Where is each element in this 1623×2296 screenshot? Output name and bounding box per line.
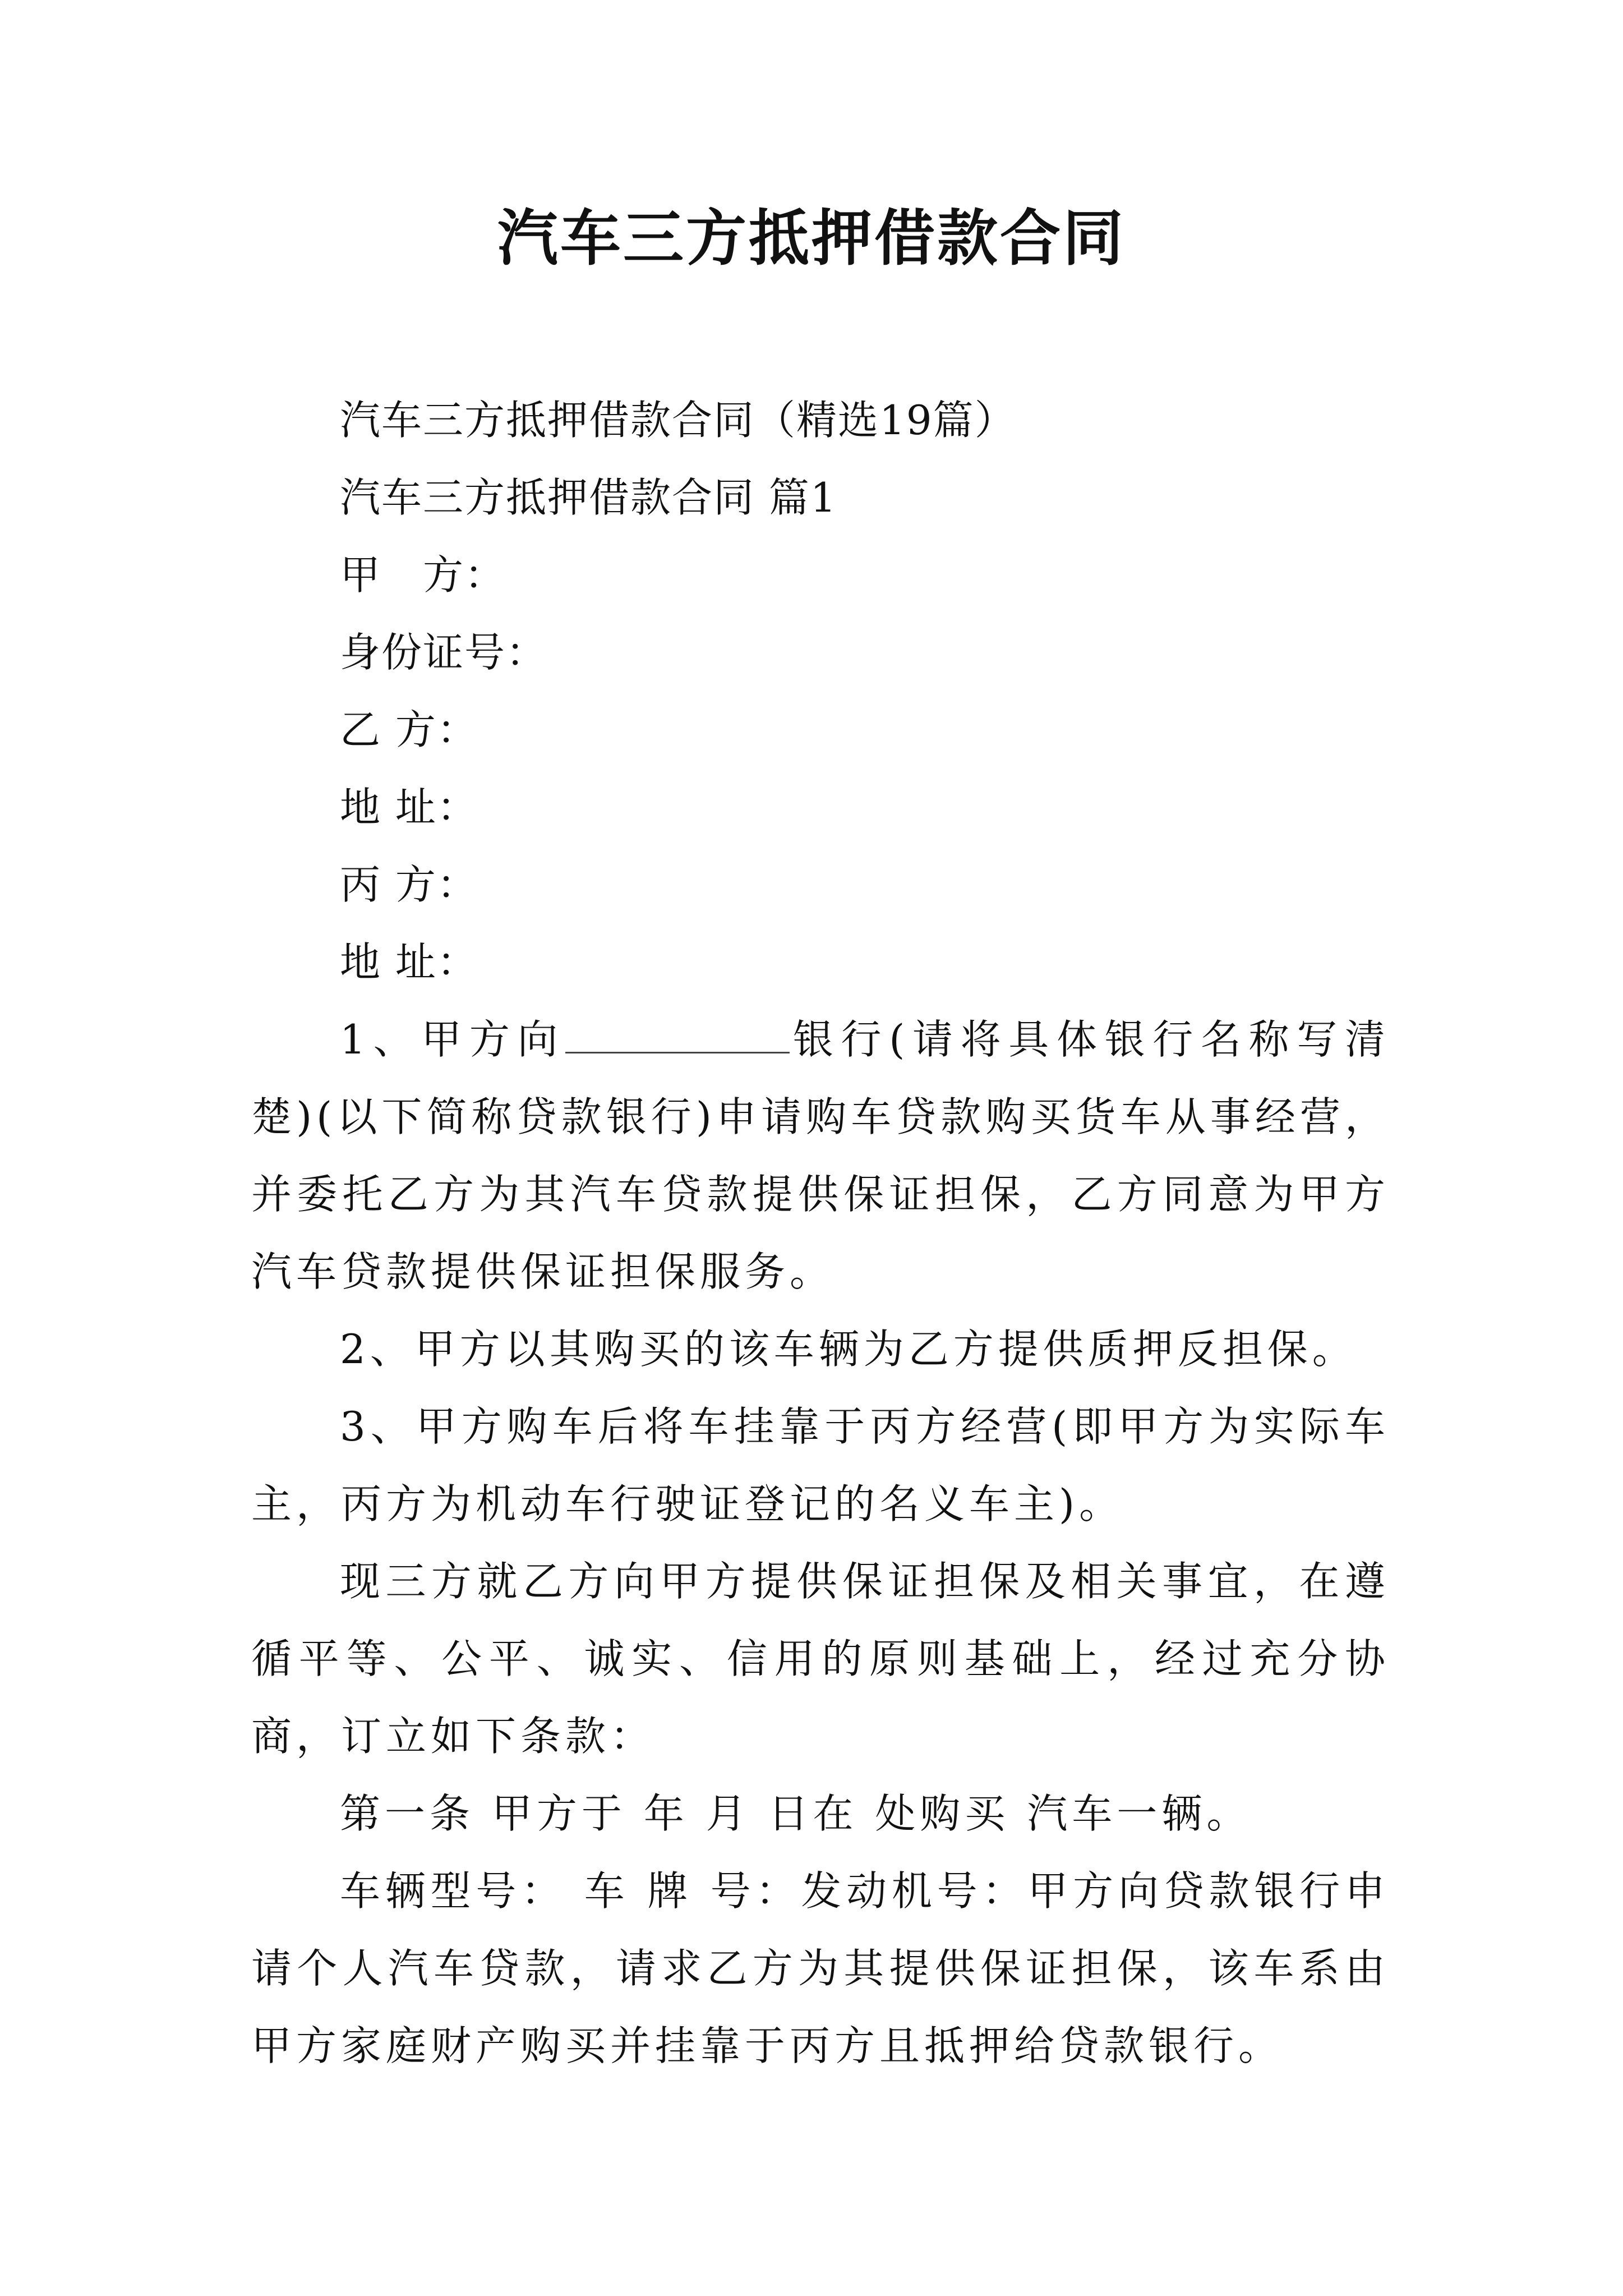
clause-1-prefix: 1、甲方向	[340, 1016, 566, 1063]
clause-1	[251, 1001, 1390, 1310]
article-1: 第一条 甲方于 年 月 日在 处购买 汽车一辆。	[340, 1790, 1252, 1837]
field-party-a: 甲 方：	[340, 551, 506, 599]
clause-3: 3、甲方购车后将车挂靠于丙方经营(即甲方为实际车主，丙方为机动车行驶证登记的名义车主)。	[251, 1403, 1390, 1527]
document-subtitle: 汽车三方抵押借款合同（精选19篇）	[340, 397, 1016, 444]
field-address-b: 地 址：	[340, 784, 478, 831]
field-address-c: 地 址：	[340, 938, 478, 986]
field-id-number: 身份证号：	[340, 629, 548, 676]
section-heading: 汽车三方抵押借款合同 篇1	[340, 474, 837, 521]
bank-name-blank	[565, 1018, 790, 1053]
clause-2: 2、甲方以其购买的该车辆为乙方提供质押反担保。	[340, 1326, 1357, 1373]
document-title: 汽车三方抵押借款合同	[497, 203, 1126, 274]
field-party-c: 丙 方：	[340, 861, 478, 908]
preamble: 现三方就乙方向甲方提供保证担保及相关事宜，在遵循平等、公平、诚实、信用的原则基础上，经过充分协商，订立如下条款：	[251, 1558, 1390, 1760]
field-party-b: 乙 方：	[340, 706, 478, 753]
vehicle-info: 车辆型号： 车 牌 号：发动机号：甲方向贷款银行申请个人汽车贷款，请求乙方为其提供保证担保，该车系由甲方家庭财产购买并挂靠于丙方且抵押给贷款银行。	[251, 1867, 1390, 2069]
document-body	[251, 381, 1390, 2085]
clause-1-text: 银行(请将具体银行名称写清楚)(以下简称贷款银行)申请购车贷款购买货车从事经营，并委托乙方为其汽车贷款提供保证担保，乙方同意为甲方汽车贷款提供保证担保服务。	[251, 1016, 1390, 1295]
